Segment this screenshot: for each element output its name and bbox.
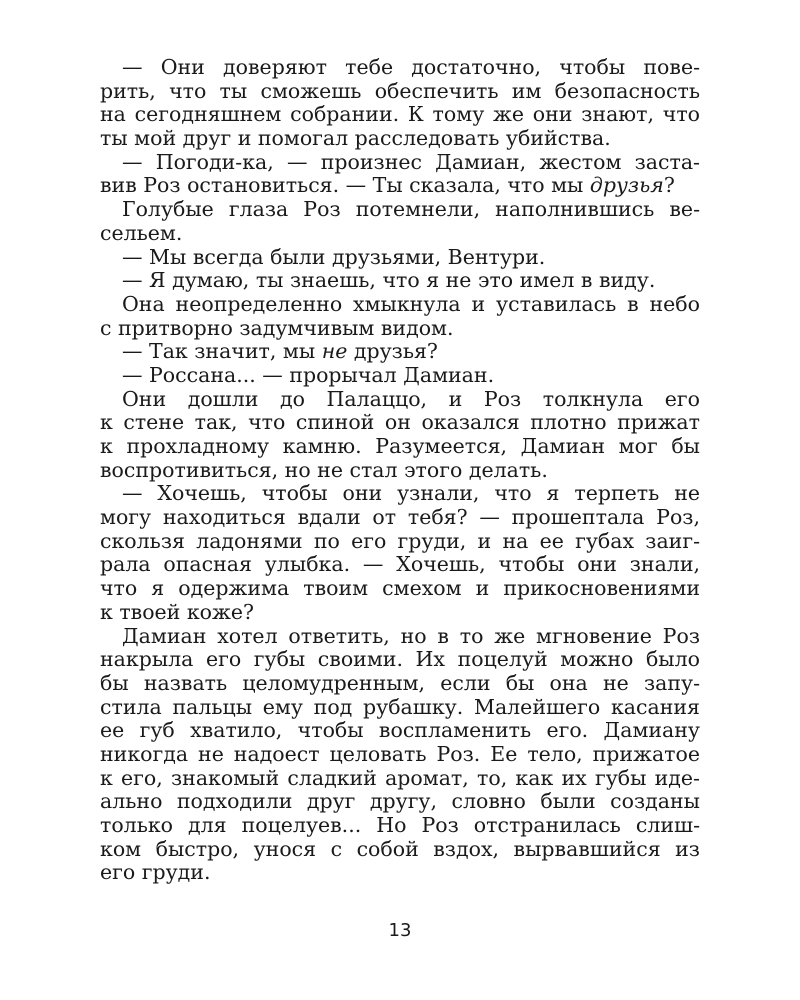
text-line: рала опасная улыбка. — Хочешь, чтобы они знали, <box>100 552 700 577</box>
text-line: ее губ хватило, чтобы воспламенить его. Дамиану <box>100 718 700 743</box>
text-line: Голубые глаза Роз потемнели, наполнившись ве- <box>122 197 700 222</box>
italic-emphasis: друзья <box>589 173 664 198</box>
text-line: только для поцелуев... Но Роз отстранилась слиш- <box>100 813 700 837</box>
text-line <box>100 340 700 364</box>
text-line-segment: вив Роз остановиться. — Ты сказала, что мы <box>100 173 590 198</box>
text-line: ально подходили друг другу, словно были созданы <box>100 789 700 814</box>
text-line: к стене так, что спиной он оказался плотно прижат <box>100 410 700 435</box>
text-line-segment: друзья? <box>347 339 438 364</box>
text-line: ты мой друг и помогал расследовать убийства. <box>100 126 611 151</box>
text-line: Она неопределенно хмыкнула и уставилась в небо <box>122 291 700 316</box>
text-line: воспротивиться, но не стал этого делать. <box>100 457 548 482</box>
text-line-segment: — Так значит, мы <box>122 339 322 364</box>
text-line: — Мы всегда были друзьями, Вентури. <box>122 244 546 269</box>
text-line: к прохладному камню. Разумеется, Дамиан мог бы <box>100 434 700 458</box>
text-line: — Хочешь, чтобы они узнали, что я терпеть не <box>122 481 700 506</box>
text-line: — Погоди-ка, — произнес Дамиан, жестом заста- <box>122 149 700 174</box>
text-line: никогда не надоест целовать Роз. Ее тело, прижатое <box>100 741 700 766</box>
text-line: его груди. <box>100 860 211 885</box>
text-line: — Россана... — прорычал Дамиан. <box>122 362 495 387</box>
text-line: стила пальцы ему под рубашку. Малейшего касания <box>100 694 700 719</box>
text-line: с притворно задумчивым видом. <box>100 315 454 340</box>
text-line: скользя ладонями по его груди, и на ее губах заиг- <box>100 528 700 553</box>
text-line <box>100 174 700 198</box>
text-line: Они дошли до Палаццо, и Роз толкнула его <box>122 386 700 411</box>
text-line: бы назвать целомудренным, если бы она не запу- <box>100 670 700 695</box>
text-line: к твоей коже? <box>100 599 255 624</box>
body-text <box>100 56 700 885</box>
text-line: — Я думаю, ты знаешь, что я не это имел в виду. <box>122 268 656 293</box>
text-line: сельем. <box>100 220 183 245</box>
text-line: ком быстро, унося с собой вздох, вырвавшийся из <box>100 836 700 861</box>
italic-emphasis: не <box>321 339 348 364</box>
text-line-segment: ? <box>663 173 675 198</box>
page-number: 13 <box>388 920 412 941</box>
text-line: рить, что ты сможешь обеспечить им безопасность <box>100 78 700 103</box>
text-line: к его, знакомый сладкий аромат, то, как их губы иде- <box>100 765 700 790</box>
text-line: могу находиться вдали от тебя? — прошептала Роз, <box>100 505 700 530</box>
text-line: — Они доверяют тебе достаточно, чтобы пове- <box>122 55 700 79</box>
text-line: что я одержима твоим смехом и прикосновениями <box>100 576 700 601</box>
text-line: накрыла его губы своими. Их поцелуй можно было <box>100 647 700 672</box>
text-line: Дамиан хотел ответить, но в то же мгновение Роз <box>122 623 700 648</box>
text-line: на сегодняшнем собрании. К тому же они знают, что <box>100 102 700 127</box>
